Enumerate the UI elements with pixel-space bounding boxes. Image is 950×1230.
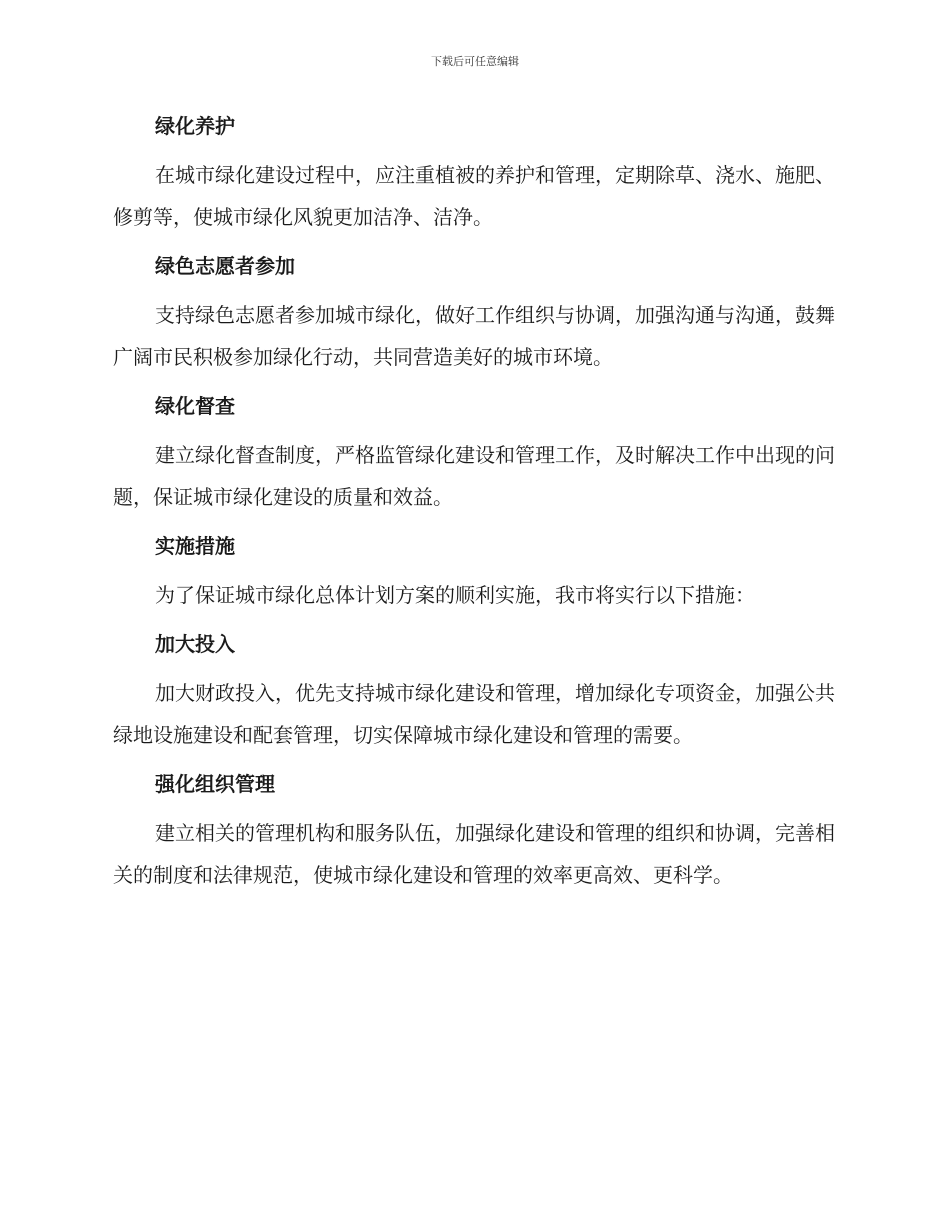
section-paragraph-green-volunteers: 支持绿色志愿者参加城市绿化，做好工作组织与协调，加强沟通与沟通，鼓舞广阔市民积极参加绿化行动，共同营造美好的城市环境。 [113, 303, 835, 369]
section-heading-green-volunteers: 绿色志愿者参加 [155, 254, 295, 278]
section-paragraph-strengthen-management: 建立相关的管理机构和服务队伍，加强绿化建设和管理的组织和协调，完善相关的制度和法律规范，使城市绿化建设和管理的效率更高效、更科学。 [113, 821, 835, 887]
section-heading-implementation-measures: 实施措施 [155, 534, 235, 558]
section-heading-greening-maintenance: 绿化养护 [155, 114, 235, 138]
section-heading-strengthen-management: 强化组织管理 [155, 772, 275, 796]
section-heading-increase-investment: 加大投入 [155, 632, 235, 656]
section-paragraph-implementation-measures: 为了保证城市绿化总体计划方案的顺利实施，我市将实行以下措施： [155, 583, 755, 607]
section-heading-greening-supervision: 绿化督查 [155, 394, 235, 418]
document-body [113, 106, 835, 904]
section-paragraph-increase-investment: 加大财政投入，优先支持城市绿化建设和管理，增加绿化专项资金，加强公共绿地设施建设和配套管理，切实保障城市绿化建设和管理的需要。 [113, 681, 835, 747]
section-paragraph-greening-maintenance: 在城市绿化建设过程中，应注重植被的养护和管理，定期除草、浇水、施肥、修剪等，使城市绿化风貌更加洁净、洁净。 [113, 163, 835, 229]
page-header: 下载后可任意编辑 [431, 55, 519, 68]
section-paragraph-greening-supervision: 建立绿化督查制度，严格监管绿化建设和管理工作，及时解决工作中出现的问题，保证城市绿化建设的质量和效益。 [113, 443, 835, 509]
